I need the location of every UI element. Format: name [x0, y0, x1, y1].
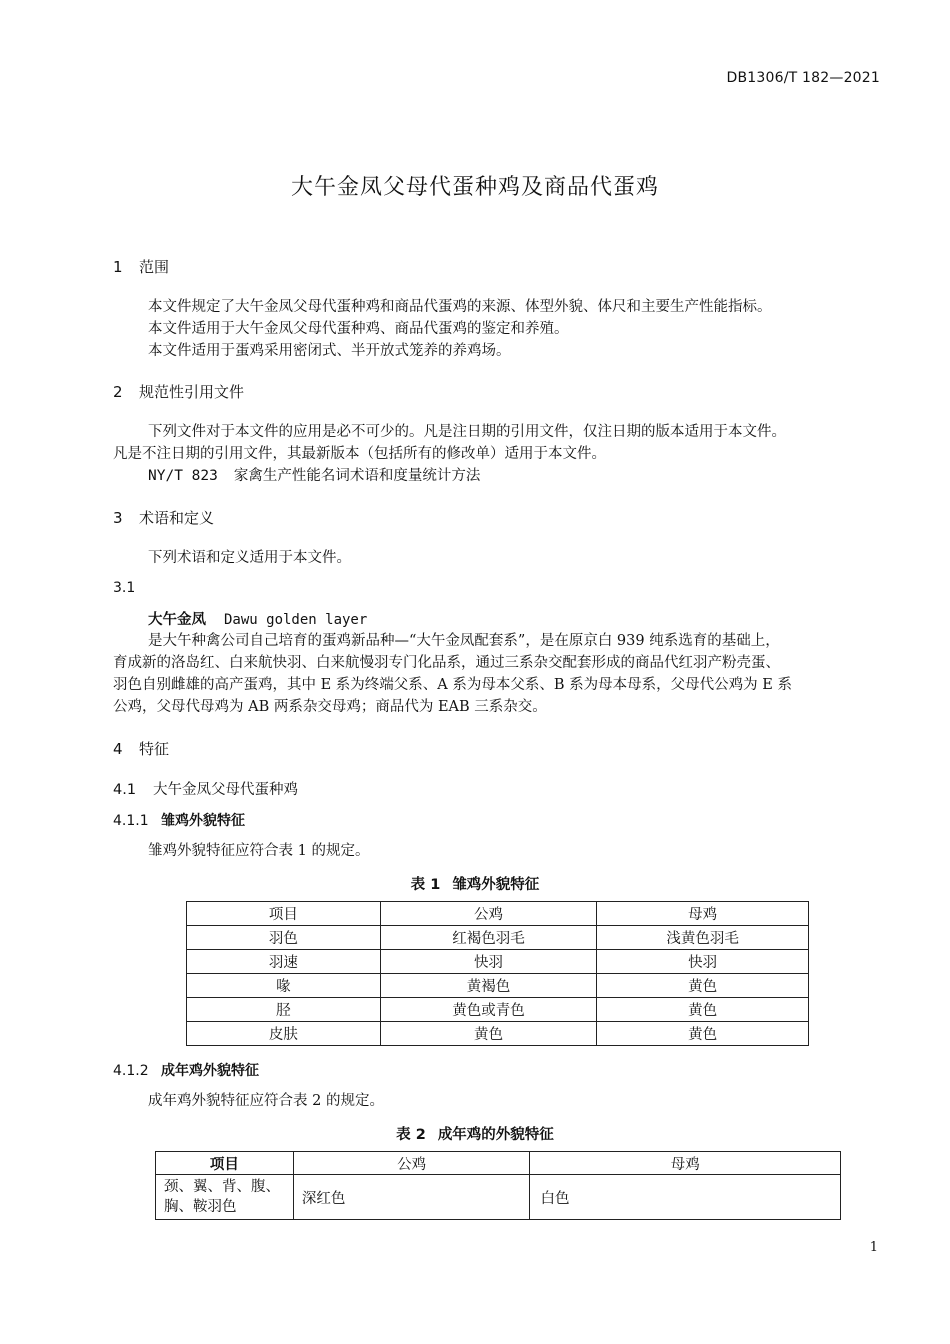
table-row	[187, 1022, 809, 1046]
table-row	[156, 1175, 841, 1220]
table-header-cell: 母鸡	[530, 1152, 841, 1175]
table-cell: 黄色	[597, 974, 809, 998]
section-number: 4.1	[113, 782, 137, 798]
table-1	[186, 901, 809, 1046]
table-header-cell: 公鸡	[293, 1152, 530, 1175]
section-title: 大午金凤父母代蛋种鸡	[153, 782, 298, 798]
paragraph: 凡是不注日期的引用文件，其最新版本（包括所有的修改单）适用于本文件。	[113, 446, 606, 462]
table-cell: 红褐色羽毛	[380, 926, 597, 950]
table-cell: 黄色	[597, 998, 809, 1022]
section-4-1-1-text: 雏鸡外貌特征应符合表 1 的规定。	[148, 843, 370, 859]
table-header-cell: 公鸡	[380, 902, 597, 926]
table-row	[187, 926, 809, 950]
table-row	[187, 974, 809, 998]
section-number: 4.1.1	[113, 813, 149, 829]
table-cell: 黄色	[597, 1022, 809, 1046]
reference-code: NY/T 823	[148, 468, 218, 484]
table-cell: 喙	[187, 974, 381, 998]
document-number: DB1306/T 182—2021	[726, 70, 880, 86]
table-header-cell: 项目	[156, 1152, 294, 1175]
caption-number: 表 2	[396, 1127, 426, 1143]
definition-line: 育成新的洛岛红、白来航快羽、白来航慢羽专门化品系，通过三系杂交配套形成的商品代红羽产粉壳蛋、	[113, 655, 780, 671]
table-cell: 浅黄色羽毛	[597, 926, 809, 950]
table-1-caption	[0, 873, 950, 894]
table-cell: 深红色	[293, 1175, 530, 1220]
table-header-row	[156, 1152, 841, 1175]
caption-number: 表 1	[410, 877, 441, 893]
paragraph: 本文件适用于大午金凤父母代蛋种鸡、商品代蛋鸡的鉴定和养殖。	[148, 321, 569, 337]
section-title: 成年鸡外貌特征	[161, 1063, 259, 1079]
term-en: Dawu golden layer	[224, 612, 368, 628]
reference-entry	[113, 465, 786, 487]
definition-line: 公鸡，父母代母鸡为 AB 两系杂交母鸡；商品代为 EAB 三系杂交。	[113, 699, 547, 715]
section-number: 4	[113, 740, 123, 758]
table-cell: 羽色	[187, 926, 381, 950]
table-cell: 黄色	[380, 1022, 597, 1046]
table-cell: 羽速	[187, 950, 381, 974]
table-header-cell: 项目	[187, 902, 381, 926]
section-4-1-2-heading	[113, 1060, 259, 1080]
section-4-1-2-text: 成年鸡外貌特征应符合表 2 的规定。	[148, 1093, 384, 1109]
table-cell: 黄色或青色	[380, 998, 597, 1022]
page-number: 1	[869, 1240, 878, 1255]
section-1-heading	[113, 256, 169, 277]
caption-title: 成年鸡的外貌特征	[437, 1127, 554, 1143]
cell-line: 颈、翼、背、腹、	[164, 1179, 280, 1195]
paragraph: 下列文件对于本文件的应用是必不可少的。凡是注日期的引用文件，仅注日期的版本适用于本文件。	[148, 424, 786, 440]
table-row	[187, 998, 809, 1022]
section-number: 1	[113, 258, 123, 276]
section-title: 雏鸡外貌特征	[161, 813, 245, 829]
table-row	[187, 950, 809, 974]
section-4-1-heading	[113, 778, 298, 799]
table-cell: 皮肤	[187, 1022, 381, 1046]
table-header-row	[187, 902, 809, 926]
table-cell: 白色	[530, 1175, 841, 1220]
table-cell: 胫	[187, 998, 381, 1022]
table-header-cell: 母鸡	[597, 902, 809, 926]
definition-line: 是大午种禽公司自己培育的蛋鸡新品种—“大午金凤配套系”，是在原京白 939 纯系选育的基础上，	[148, 633, 780, 649]
term-heading	[148, 609, 367, 631]
section-number: 4.1.2	[113, 1063, 149, 1079]
table-2	[155, 1151, 841, 1220]
table-cell: 快羽	[380, 950, 597, 974]
section-3-heading	[113, 507, 214, 528]
section-number: 3	[113, 509, 123, 527]
page-title: 大午金凤父母代蛋种鸡及商品代蛋鸡	[290, 175, 659, 200]
table-2-caption	[0, 1123, 950, 1144]
definition-line: 羽色自别雌雄的高产蛋鸡，其中 E 系为终端父系、A 系为母本父系、B 系为母本母系，父母代公鸡为 E 系	[113, 677, 792, 693]
section-title: 术语和定义	[139, 509, 215, 527]
table-cell: 快羽	[597, 950, 809, 974]
cell-line: 胸、鞍羽色	[164, 1199, 237, 1215]
section-3-intro: 下列术语和定义适用于本文件。	[148, 550, 351, 566]
paragraph: 本文件规定了大午金凤父母代蛋种鸡和商品代蛋鸡的来源、体型外貌、体尺和主要生产性能指标。	[148, 299, 772, 315]
section-4-heading	[113, 738, 169, 759]
term-definition	[113, 630, 792, 718]
reference-title: 家禽生产性能名词术语和度量统计方法	[233, 468, 481, 484]
table-cell: 黄褐色	[380, 974, 597, 998]
term-number: 3.1	[113, 580, 136, 596]
section-2-body	[113, 421, 786, 487]
table-cell	[156, 1175, 294, 1220]
section-title: 规范性引用文件	[139, 383, 245, 401]
section-title: 范围	[139, 258, 170, 276]
paragraph: 本文件适用于蛋鸡采用密闭式、半开放式笼养的养鸡场。	[148, 343, 511, 359]
term-cn: 大午金凤	[148, 612, 206, 628]
section-number: 2	[113, 383, 123, 401]
caption-title: 雏鸡外貌特征	[452, 877, 540, 893]
section-2-heading	[113, 381, 244, 402]
section-4-1-1-heading	[113, 810, 245, 830]
section-title: 特征	[139, 740, 170, 758]
section-1-body	[148, 296, 772, 362]
